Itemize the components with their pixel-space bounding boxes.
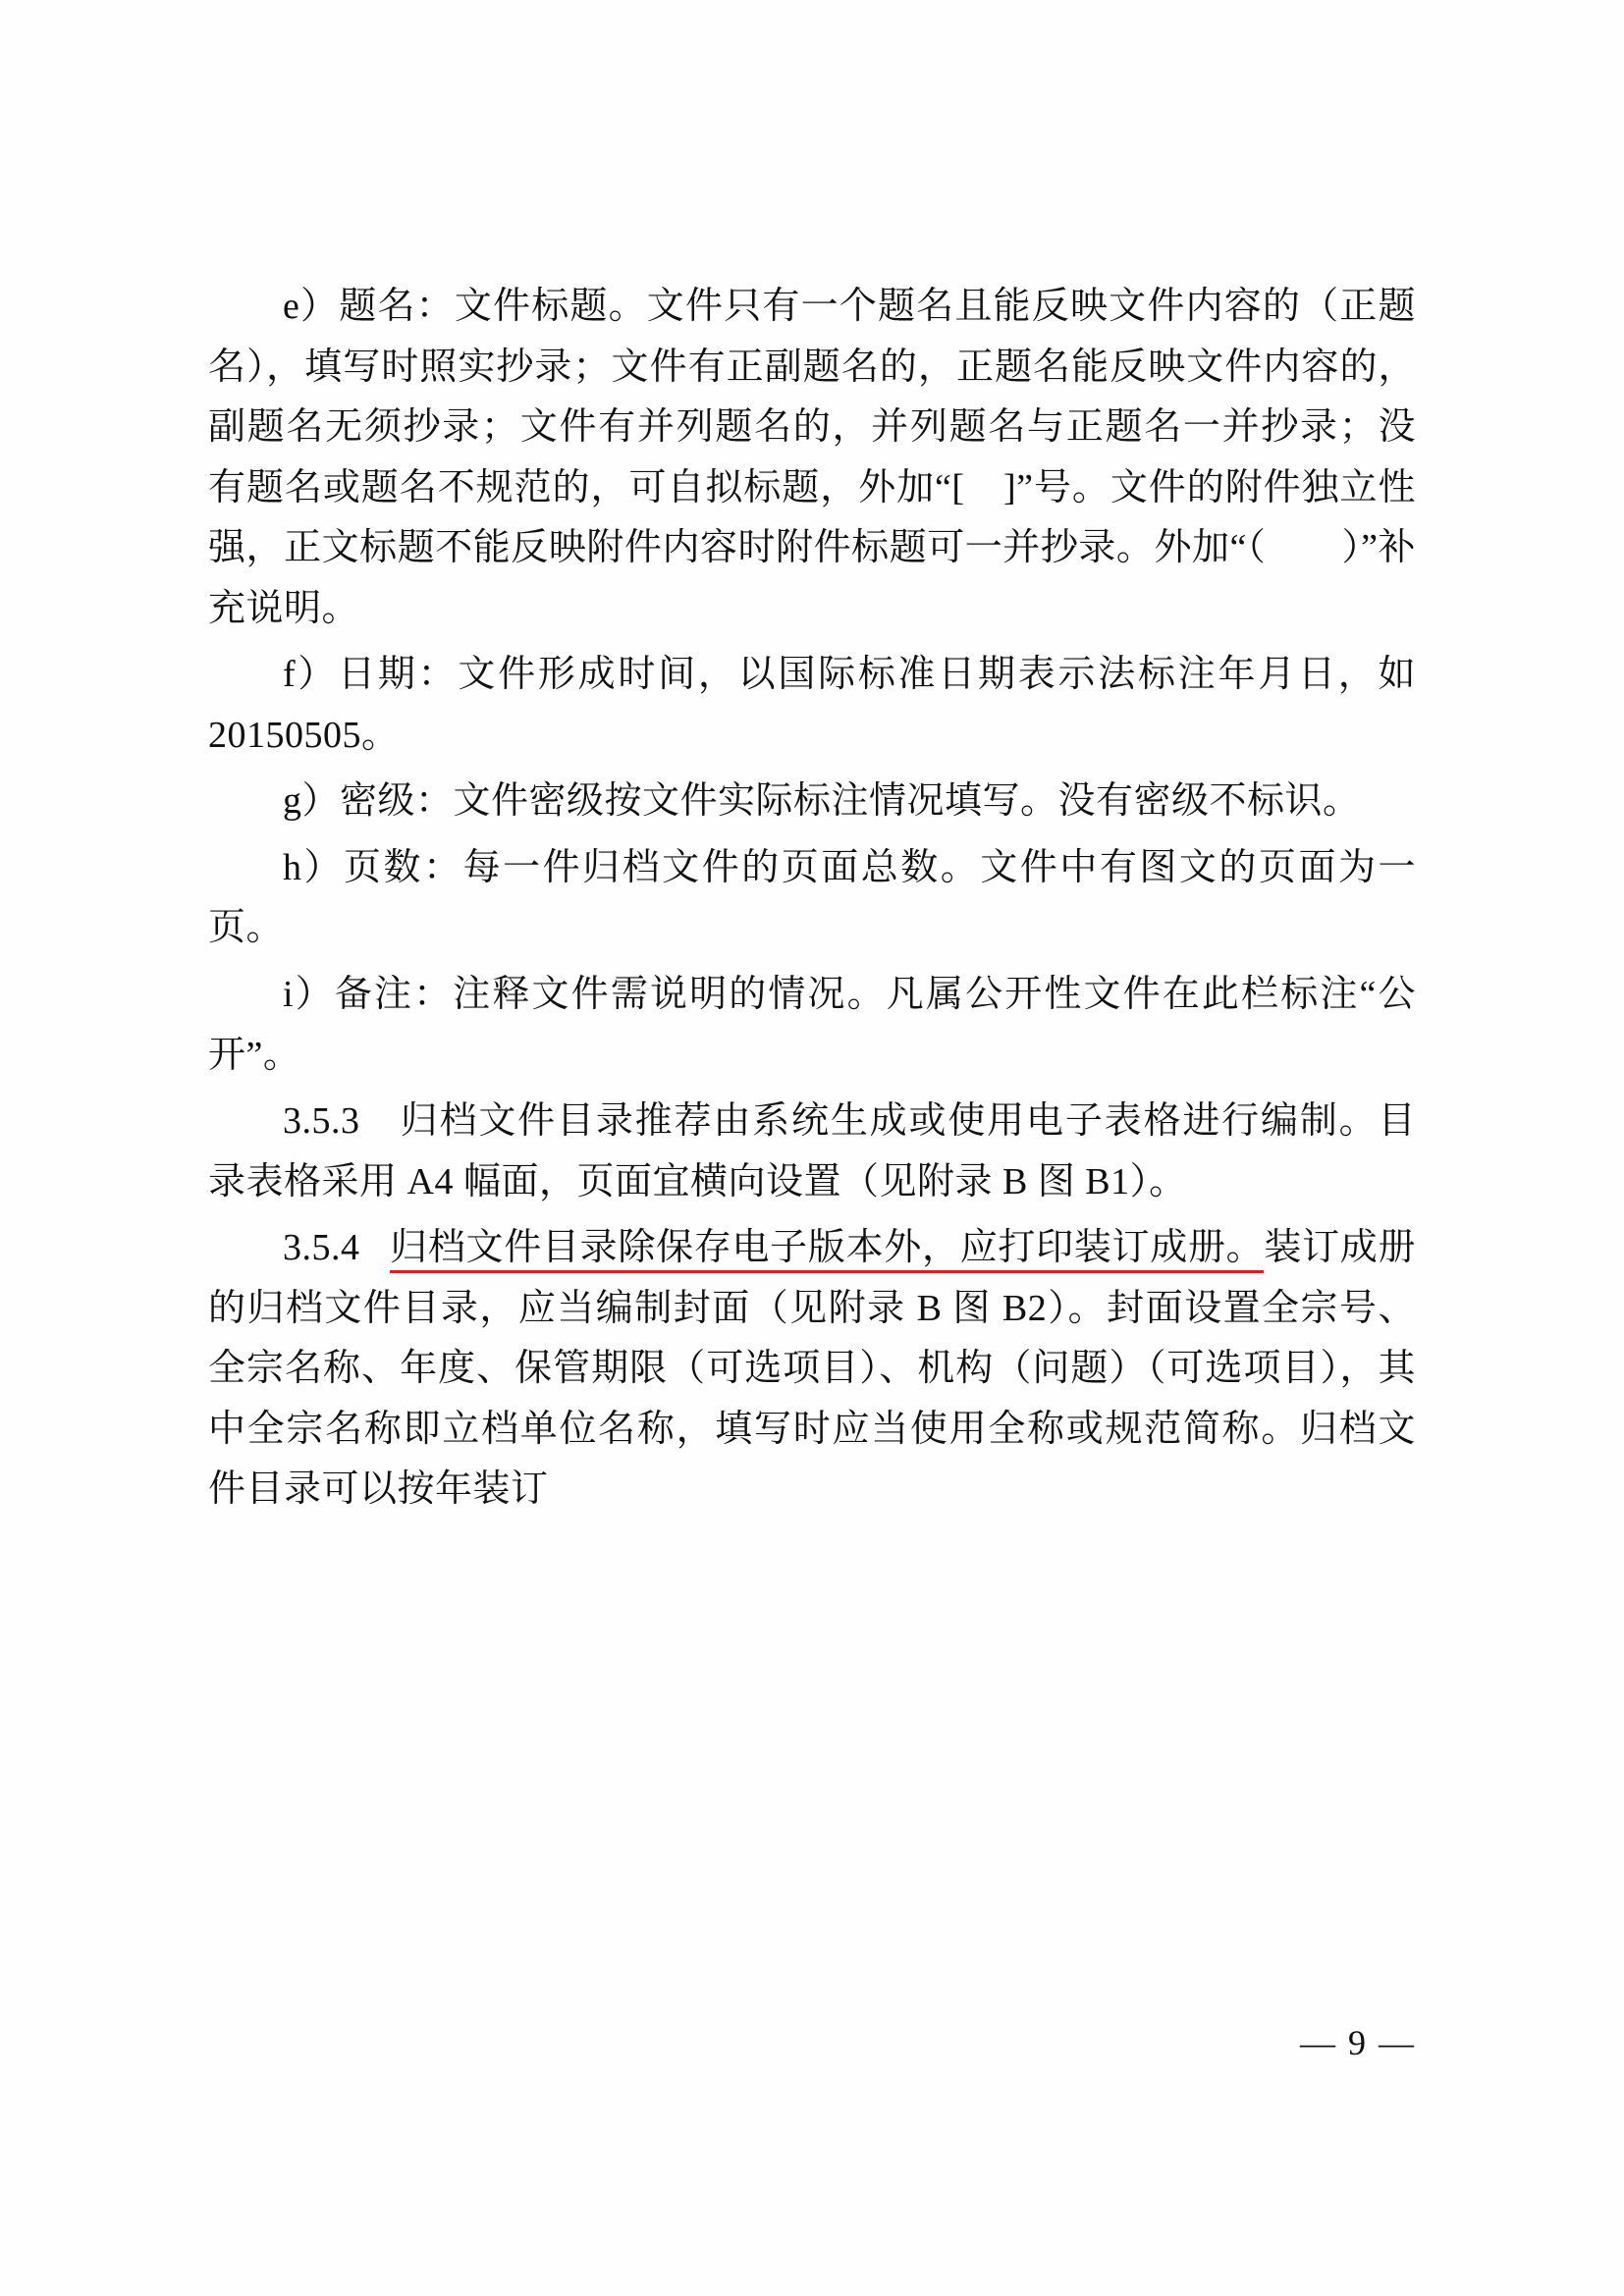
- page-number: — 9 —: [1300, 2023, 1416, 2062]
- paragraph-clause-3-5-3: 3.5.3 归档文件目录推荐由系统生成或使用电子表格进行编制。目录表格采用 A4 幅面，页面宜横向设置（见附录 B 图 B1）。: [208, 1100, 1416, 1202]
- clause-3-5-4-rest: 装订成册的归档文件目录，应当编制封面（见附录 B 图 B2）。封面设置全宗号、全宗名称、年度、保管期限（可选项目）、机构（问题）（可选项目），其中全宗名称即立档单位名称，填写时应当使用全称或规范简称。归档文件目录可以按年装订: [208, 1227, 1416, 1511]
- paragraph-item-e: e）题名：文件标题。文件只有一个题名且能反映文件内容的（正题名），填写时照实抄录；文件有正副题名的，正题名能反映文件内容的，副题名无须抄录；文件有并列题名的，并列题名与正题名一并抄录；没有题名或题名不规范的，可自拟标题，外加“[ ]”号。文件的附件独立性强，正文标题不能反映附件内容时附件标题可一并抄录。外加“（ ）”补充说明。: [208, 286, 1416, 629]
- paragraph-item-h: h）页数：每一件归档文件的页面总数。文件中有图文的页面为一页。: [208, 846, 1416, 949]
- clause-number-3-5-4: 3.5.4: [283, 1227, 360, 1269]
- paragraph-item-g: g）密级：文件密级按文件实际标注情况填写。没有密级不标识。: [283, 780, 1361, 823]
- paragraph-item-i: i）备注：注释文件需说明的情况。凡属公开性文件在此栏标注“公开”。: [208, 974, 1416, 1076]
- paragraph-item-f: f）日期：文件形成时间，以国际标准日期表示法标注年月日，如 20150505。: [208, 654, 1416, 756]
- document-body: [208, 277, 1416, 1526]
- highlighted-sentence: 归档文件目录除保存电子版本外，应打印装订成册。: [390, 1227, 1264, 1273]
- paragraph-clause-3-5-4: [208, 1218, 1416, 1521]
